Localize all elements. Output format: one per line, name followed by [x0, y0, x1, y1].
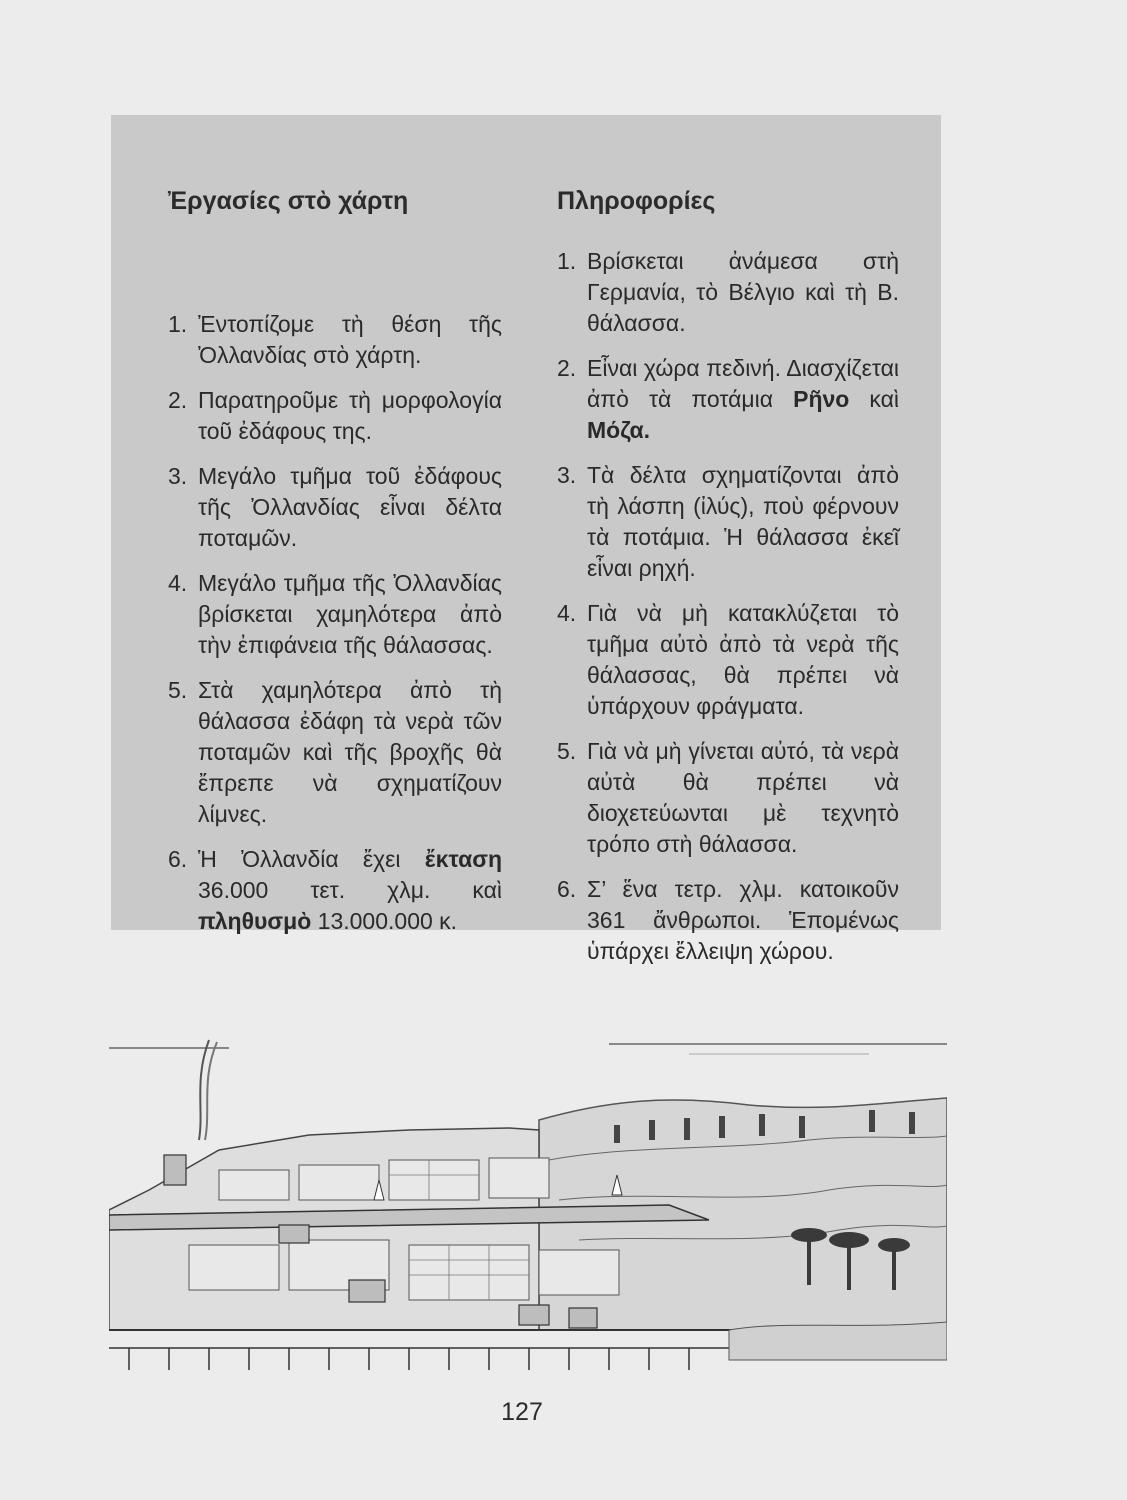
list-item: 4. Μεγάλο τμῆμα τῆς Ὀλλανδίας βρίσκεται χαμηλότερα ἀπὸ τὴν ἐπιφάνεια τῆς θάλασσας.	[168, 570, 502, 658]
list-item: 6. Ἡ Ὀλλανδία ἔχει ἔκταση 36.000 τετ. χλμ. καὶ πληθυσμὸ 13.000.000 κ.	[168, 846, 502, 934]
list-item: 1. Ἐντοπίζομε τὴ θέση τῆς Ὀλλανδίας στὸ χάρτη.	[168, 311, 502, 368]
list-item: 1. Βρίσκεται ἀνάμεσα στὴ Γερμανία, τὸ Βέλγιο καὶ τὴ Β. θάλασσα.	[557, 248, 899, 336]
list-item: 3. Τὰ δέλτα σχηματίζονται ἀπὸ τὴ λάσπη (ἰλύς), ποὺ φέρνουν τὰ ποτάμια. Ἡ θάλασσα ἐκεῖ εἶναι ρηχή.	[557, 462, 899, 581]
left-heading: Ἐργασίες στὸ χάρτη	[168, 187, 409, 215]
list-item: 3. Μεγάλο τμῆμα τοῦ ἐδάφους τῆς Ὀλλανδίας εἶναι δέλτα ποταμῶν.	[168, 463, 502, 551]
list-item: 2. Παρατηροῦμε τὴ μορφολογία τοῦ ἐδάφους της.	[168, 387, 502, 444]
list-item: 5. Στὰ χαμηλότερα ἀπὸ τὴ θάλασσα ἐδάφη τὰ νερὰ τῶν ποταμῶν καὶ τῆς βροχῆς θὰ ἔπρεπε νὰ σχηματίζουν λίμνες.	[168, 677, 502, 827]
list-item: 5. Γιὰ νὰ μὴ γίνεται αὐτό, τὰ νερὰ αὐτὰ θὰ πρέπει νὰ διοχετεύωνται μὲ τεχνητὸ τρόπο στὴ θάλασσα.	[557, 738, 899, 857]
information-list	[557, 246, 899, 981]
list-item: 4. Γιὰ νὰ μὴ κατακλύζεται τὸ τμῆμα αὐτὸ ἀπὸ τὰ νερὰ τῆς θάλασσας, θὰ πρέπει νὰ ὑπάρχουν φράγματα.	[557, 600, 899, 719]
polder-landscape-illustration	[109, 1030, 947, 1390]
right-heading: Πληροφορίες	[557, 187, 716, 215]
page-number: 127	[501, 1398, 543, 1426]
list-item: 6. Σ’ ἕνα τετρ. χλμ. κατοικοῦν 361 ἄνθρωποι. Ἑπομένως ὑπάρχει ἔλλειψη χώρου.	[557, 876, 899, 964]
map-tasks-list	[168, 309, 502, 951]
list-item: 2. Εἶναι χώρα πεδινή. Διασχίζεται ἀπὸ τὰ ποτάμια Ρῆνο καὶ Μόζα.	[557, 355, 899, 443]
